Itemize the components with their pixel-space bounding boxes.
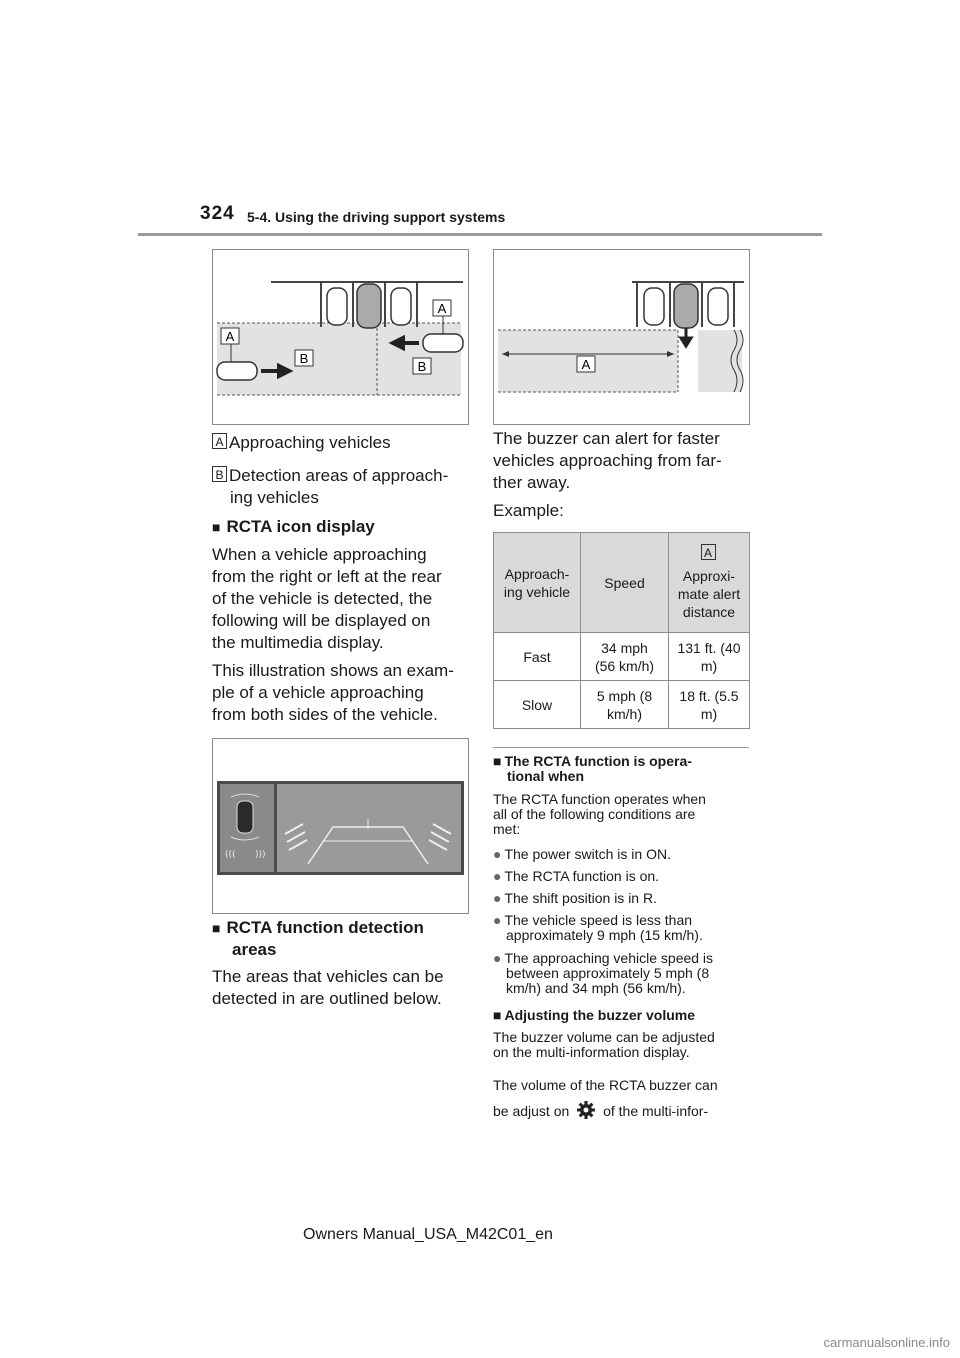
svg-text:(((: ((( <box>225 850 236 860</box>
detection-areas-heading: ■ RCTA function detection areas <box>212 918 424 959</box>
operational-heading: ■ The RCTA function is opera- tional when <box>493 753 692 784</box>
table-header-row <box>494 533 750 633</box>
figure1-label-a-right: A <box>437 301 447 316</box>
legend-b <box>212 465 477 509</box>
bullet-icon: ● <box>493 846 502 862</box>
legend-a-letter: A <box>212 433 227 449</box>
header-speed: Speed <box>581 533 669 633</box>
header-distance: A Approxi- mate alert distance <box>669 533 750 633</box>
list-item: ● The power switch is in ON. <box>493 846 671 862</box>
adjusting-heading: ■ Adjusting the buzzer volume <box>493 1007 696 1023</box>
legend-a <box>212 432 472 454</box>
legend-a-text: Approaching vehicles <box>229 433 391 452</box>
section-divider <box>493 747 749 748</box>
figure3-label-a: A <box>581 357 591 372</box>
header-rule <box>138 233 822 236</box>
example-label: Example: <box>493 501 564 520</box>
table-row: Slow 5 mph (8 km/h) 18 ft. (5.5 m) <box>494 681 750 729</box>
header-vehicle: Approach- ing vehicle <box>494 533 581 633</box>
watermark: carmanualsonline.info <box>823 1335 950 1350</box>
figure1-label-b-left: B <box>299 351 309 366</box>
legend-b-letter: B <box>212 466 227 482</box>
adjusting-para2: The volume of the RCTA buzzer can be adjust on of the multi-infor- <box>493 1072 758 1128</box>
table-row: Fast 34 mph (56 km/h) 131 ft. (40 m) <box>494 633 750 681</box>
detection-areas-para: The areas that vehicles can be detected in are outlined below. <box>212 967 444 1008</box>
multimedia-display-figure <box>212 738 469 914</box>
buzzer-para: The buzzer can alert for faster vehicles approaching from far- ther away. <box>493 429 722 492</box>
header-distance-letter: A <box>701 544 716 560</box>
adjusting-para: The buzzer volume can be adjusted on the multi-information display. <box>493 1029 715 1060</box>
icon-display-para1: When a vehicle approaching from the right or left at the rear of the vehicle is detected, the following will be displayed on the multimedia display. <box>212 545 442 652</box>
gear-icon <box>573 1100 599 1128</box>
figure1-label-a-left: A <box>225 329 235 344</box>
list-item: ● The vehicle speed is less than approximately 9 mph (15 km/h). <box>493 912 703 943</box>
svg-text:))): ))) <box>255 850 266 860</box>
detection-range-figure <box>493 249 750 425</box>
operational-intro: The RCTA function operates when all of the following conditions are met: <box>493 791 706 837</box>
list-item: ● The approaching vehicle speed is between approximately 5 mph (8 km/h) and 34 mph (56 km/h). <box>493 950 714 996</box>
parking-detection-figure <box>212 249 469 425</box>
icon-display-heading: ■ RCTA icon display <box>212 517 375 536</box>
section-title: 5-4. Using the driving support systems <box>247 209 506 225</box>
square-bullet-icon: ■ <box>493 1007 502 1023</box>
alert-distance-table <box>493 532 750 729</box>
legend-b-text-line2: ing vehicles <box>230 488 319 507</box>
bullet-icon: ● <box>493 950 502 966</box>
square-bullet-icon: ■ <box>212 519 221 535</box>
list-item: ● The shift position is in R. <box>493 890 657 906</box>
list-item: ● The RCTA function is on. <box>493 868 660 884</box>
square-bullet-icon: ■ <box>493 753 502 769</box>
bullet-icon: ● <box>493 890 502 906</box>
manual-id-footer: Owners Manual_USA_M42C01_en <box>303 1226 553 1243</box>
figure1-label-b-right: B <box>417 359 427 374</box>
square-bullet-icon: ■ <box>212 920 221 936</box>
bullet-icon: ● <box>493 912 502 928</box>
page-number: 324 <box>200 203 235 224</box>
legend-b-text-line1: Detection areas of approach- <box>229 466 449 485</box>
icon-display-para2: This illustration shows an exam- ple of a vehicle approaching from both sides of the vehicle. <box>212 661 454 724</box>
bullet-icon: ● <box>493 868 502 884</box>
